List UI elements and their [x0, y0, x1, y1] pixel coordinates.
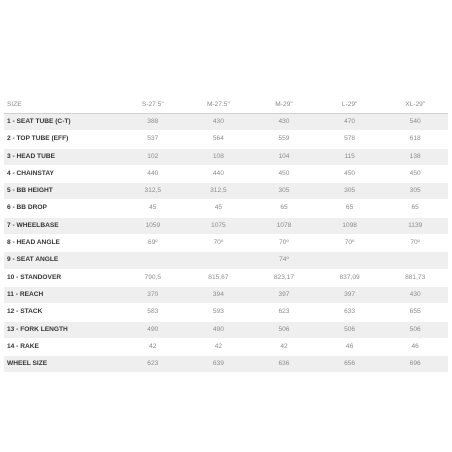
table-cell: 70º	[317, 235, 383, 252]
table-cell: 138	[382, 148, 448, 165]
geometry-table	[4, 96, 448, 373]
table-cell: 370	[120, 286, 186, 303]
table-cell: 45	[120, 200, 186, 217]
table-cell: 440	[186, 165, 252, 182]
table-cell: 1059	[120, 217, 186, 234]
table-cell: 450	[382, 165, 448, 182]
header-size-s-27-5: S-27.5"	[120, 96, 186, 114]
table-row	[4, 304, 448, 321]
table-cell: 506	[251, 321, 317, 338]
table-cell: 45	[186, 200, 252, 217]
table-cell: 305	[317, 183, 383, 200]
table-cell: 450	[317, 165, 383, 182]
table-cell: 46	[382, 338, 448, 355]
table-cell: 636	[251, 356, 317, 373]
row-label: 9 - SEAT ANGLE	[4, 252, 120, 269]
row-label: 5 - BB HEIGHT	[4, 183, 120, 200]
table-cell: 104	[251, 148, 317, 165]
table-cell: 540	[382, 114, 448, 131]
table-row	[4, 356, 448, 373]
table-cell: 578	[317, 131, 383, 148]
table-cell: 70º	[251, 235, 317, 252]
table-cell: 815,67	[186, 269, 252, 286]
row-label: 8 - HEAD ANGLE	[4, 235, 120, 252]
table-cell: 593	[186, 304, 252, 321]
table-cell: 108	[186, 148, 252, 165]
table-cell: 1098	[317, 217, 383, 234]
table-cell: 69º	[120, 235, 186, 252]
table-cell: 388	[120, 114, 186, 131]
table-cell: 696	[382, 356, 448, 373]
table-row	[4, 183, 448, 200]
header-size-label: SIZE	[4, 96, 120, 114]
table-cell: 394	[186, 286, 252, 303]
table-cell: 70º	[382, 235, 448, 252]
table-row	[4, 286, 448, 303]
row-label: 11 - REACH	[4, 286, 120, 303]
table-cell-merged: 74º	[120, 252, 448, 269]
table-cell: 430	[382, 286, 448, 303]
header-size-xl-29: XL-29"	[382, 96, 448, 114]
header-size-m-29: M-29"	[251, 96, 317, 114]
table-row	[4, 165, 448, 182]
row-label: WHEEL SIZE	[4, 356, 120, 373]
table-cell: 42	[251, 338, 317, 355]
row-label: 6 - BB DROP	[4, 200, 120, 217]
table-cell: 305	[251, 183, 317, 200]
table-cell: 1139	[382, 217, 448, 234]
row-label: 14 - RAKE	[4, 338, 120, 355]
table-header-row	[4, 96, 448, 114]
table-cell: 450	[251, 165, 317, 182]
table-row	[4, 235, 448, 252]
table-row	[4, 114, 448, 131]
table-row	[4, 131, 448, 148]
table-cell: 583	[120, 304, 186, 321]
table-cell: 823,17	[251, 269, 317, 286]
header-size-l-29: L-29"	[317, 96, 383, 114]
table-cell: 470	[317, 114, 383, 131]
table-cell: 65	[382, 200, 448, 217]
row-label: 2 - TOP TUBE (EFF)	[4, 131, 120, 148]
table-cell: 42	[186, 338, 252, 355]
table-cell: 633	[317, 304, 383, 321]
table-cell: 790,5	[120, 269, 186, 286]
table-row	[4, 148, 448, 165]
table-cell: 1078	[251, 217, 317, 234]
table-row	[4, 217, 448, 234]
header-size-m-27-5: M-27.5"	[186, 96, 252, 114]
table-cell: 312,5	[186, 183, 252, 200]
table-cell: 618	[382, 131, 448, 148]
table-cell: 623	[251, 304, 317, 321]
table-cell: 1075	[186, 217, 252, 234]
row-label: 4 - CHAINSTAY	[4, 165, 120, 182]
table-cell: 506	[317, 321, 383, 338]
table-cell: 65	[317, 200, 383, 217]
table-cell: 656	[317, 356, 383, 373]
table-cell: 655	[382, 304, 448, 321]
table-cell: 397	[251, 286, 317, 303]
table-cell: 559	[251, 131, 317, 148]
table-cell: 440	[120, 165, 186, 182]
table-cell: 312,5	[120, 183, 186, 200]
table-cell: 430	[186, 114, 252, 131]
row-label: 13 - FORK LENGTH	[4, 321, 120, 338]
table-row	[4, 252, 448, 269]
table-cell: 881,73	[382, 269, 448, 286]
row-label: 10 - STANDOVER	[4, 269, 120, 286]
table-row	[4, 338, 448, 355]
table-row	[4, 269, 448, 286]
table-cell: 537	[120, 131, 186, 148]
row-label: 7 - WHEELBASE	[4, 217, 120, 234]
row-label: 3 - HEAD TUBE	[4, 148, 120, 165]
table-cell: 506	[382, 321, 448, 338]
row-label: 12 - STACK	[4, 304, 120, 321]
table-cell: 564	[186, 131, 252, 148]
table-cell: 305	[382, 183, 448, 200]
table-cell: 397	[317, 286, 383, 303]
table-cell: 46	[317, 338, 383, 355]
table-cell: 70º	[186, 235, 252, 252]
table-cell: 102	[120, 148, 186, 165]
table-cell: 623	[120, 356, 186, 373]
table-cell: 42	[120, 338, 186, 355]
table-cell: 115	[317, 148, 383, 165]
row-label: 1 - SEAT TUBE (C-T)	[4, 114, 120, 131]
table-cell: 639	[186, 356, 252, 373]
table-row	[4, 321, 448, 338]
table-cell: 65	[251, 200, 317, 217]
table-row	[4, 200, 448, 217]
table-cell: 490	[120, 321, 186, 338]
table-cell: 430	[251, 114, 317, 131]
table-cell: 490	[186, 321, 252, 338]
table-cell: 837,09	[317, 269, 383, 286]
